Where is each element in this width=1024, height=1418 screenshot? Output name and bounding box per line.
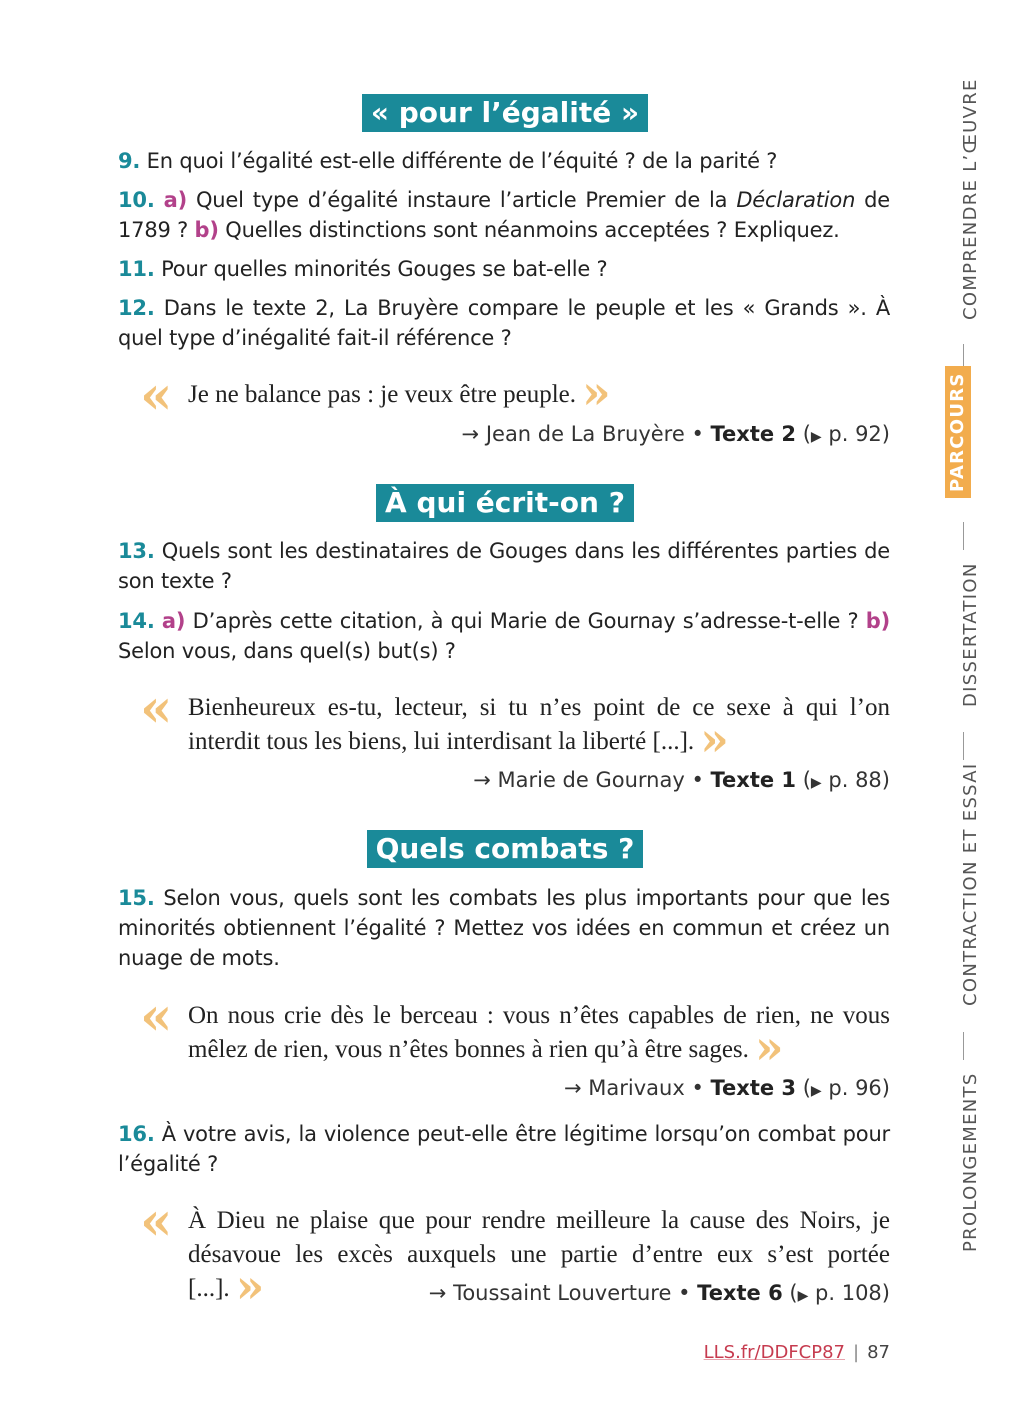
arrow-icon: → <box>563 1076 582 1100</box>
quote-source: → Marivaux • Texte 3 (▶ p. 96) <box>563 1076 890 1100</box>
triangle-icon: ▶ <box>797 1288 809 1304</box>
question-15: 15. Selon vous, quels sont les combats les plus importants pour que les minorités obtiennent l’égalité ? Mettez vos idées en commun et créez un nuage de mots. <box>118 886 890 970</box>
close-quote-icon: » <box>754 1020 784 1074</box>
close-quote-icon: » <box>235 1259 265 1313</box>
footer-link[interactable]: LLS.fr/DDFCP87 <box>703 1342 846 1363</box>
question-16: 16. À votre avis, la violence peut-elle être légitime lorsqu’on combat pour l’égalité ? <box>118 1122 890 1176</box>
triangle-icon: ▶ <box>810 429 822 445</box>
quote-text: Bienheureux es-tu, lecteur, si tu n’es point de ce sexe à qui l’on interdit tous les biens, lui interdisant la liberté [...]. <box>188 694 890 755</box>
quote-text: On nous crie dès le berceau : vous n’êtes capables de rien, ne vous mêlez de rien, vous n’êtes bonnes à rien qu’à être sages. <box>188 1002 890 1063</box>
quote-la-bruyere <box>140 365 890 426</box>
open-quote-icon: « <box>140 986 173 1047</box>
question-12: 12. Dans le texte 2, La Bruyère compare le peuple et les « Grands ». À quel type d’inégalité fait-il référence ? <box>118 296 890 350</box>
sidebar-item-dissertation[interactable]: DISSERTATION <box>960 562 981 707</box>
question-14: 14. a) D’après cette citation, à qui Marie de Gournay s’adresse-t-elle ? b) Selon vous, dans quel(s) but(s) ? <box>118 609 890 663</box>
quote-marivaux <box>140 986 890 1074</box>
arrow-icon: → <box>428 1281 447 1305</box>
section-title: « pour l’égalité » <box>362 94 648 132</box>
section-heading-qui-ecrit <box>0 484 1010 522</box>
sidebar-item-contraction[interactable]: CONTRACTION ET ESSAI <box>960 762 981 1006</box>
quote-source: → Toussaint Louverture • Texte 6 (▶ p. 108) <box>428 1281 890 1305</box>
sidebar-divider <box>963 732 964 760</box>
section-heading-combats <box>0 830 1010 868</box>
triangle-icon: ▶ <box>810 775 822 791</box>
close-quote-icon: » <box>700 712 729 766</box>
footer-divider: | <box>853 1342 860 1363</box>
arrow-icon: → <box>473 768 491 792</box>
arrow-icon: → <box>461 422 480 446</box>
question-10: 10. a) Quel type d’égalité instaure l’article Premier de la Déclaration de 1789 ? b) Quelles distinctions sont néanmoins acceptées ? Expliquez. <box>118 188 891 242</box>
page-footer <box>704 1342 890 1363</box>
sidebar-divider <box>963 522 964 550</box>
question-11: 11. Pour quelles minorités Gouges se bat-elle ? <box>118 257 608 281</box>
close-quote-icon: » <box>582 365 611 419</box>
quote-source: → Jean de La Bruyère • Texte 2 (▶ p. 92) <box>461 422 890 446</box>
section-heading-egalite <box>0 94 1010 132</box>
triangle-icon: ▶ <box>810 1083 822 1099</box>
open-quote-icon: « <box>140 365 173 426</box>
quote-source: → Marie de Gournay • Texte 1 (▶ p. 88) <box>473 768 890 792</box>
section-title: À qui écrit-on ? <box>376 484 634 522</box>
section-title: Quels combats ? <box>367 830 644 868</box>
sidebar-item-prolongements[interactable]: PROLONGEMENTS <box>960 1072 981 1252</box>
open-quote-icon: « <box>140 678 173 739</box>
question-13: 13. Quels sont les destinataires de Gouges dans les différentes parties de son texte ? <box>118 539 890 593</box>
question-9: 9. En quoi l’égalité est-elle différente de l’équité ? de la parité ? <box>118 149 778 173</box>
open-quote-icon: « <box>140 1191 173 1252</box>
quote-text: Je ne balance pas : je veux être peuple. <box>188 381 577 408</box>
sidebar-item-parcours[interactable]: PARCOURS <box>945 366 971 498</box>
quote-gournay <box>140 678 890 766</box>
sidebar-divider <box>963 1032 964 1060</box>
page-number: 87 <box>867 1342 890 1363</box>
quote-text: À Dieu ne plaise que pour rendre meilleure la cause des Noirs, je désavoue les excès auxquels une partie d’entre eux s’est portée [...]. <box>188 1207 890 1302</box>
sidebar-item-comprendre[interactable]: COMPRENDRE L’ŒUVRE <box>960 78 981 320</box>
